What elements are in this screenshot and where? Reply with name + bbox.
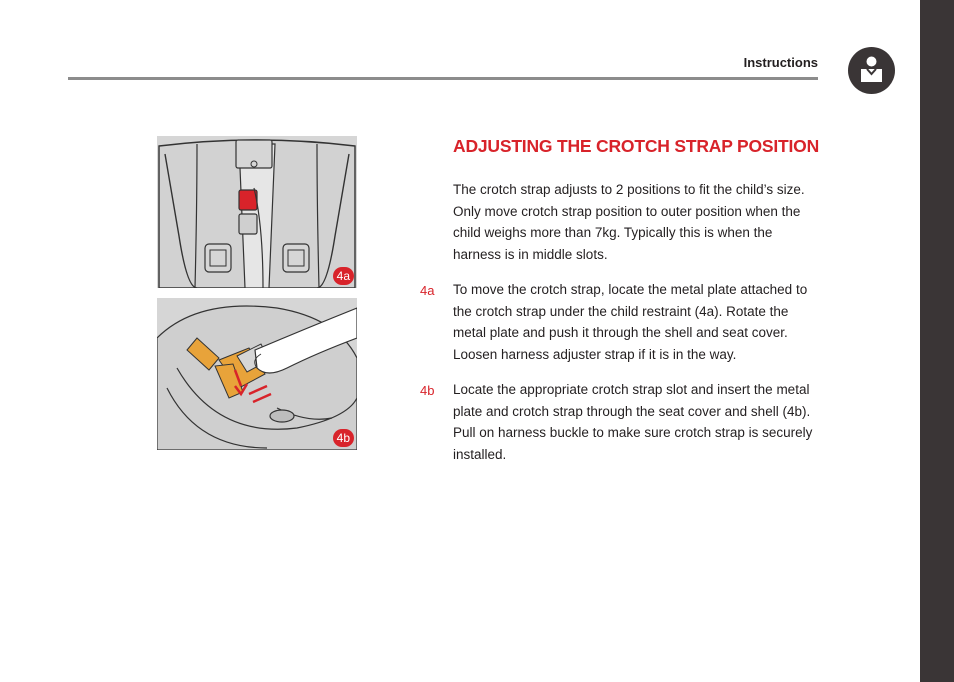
- figure-label-4a: 4a: [333, 267, 354, 285]
- page-edge-bar: [920, 0, 954, 682]
- child-seat-icon: [848, 47, 895, 94]
- figure-label-4b: 4b: [333, 429, 354, 447]
- figure-4a: [157, 136, 357, 288]
- section-label: Instructions: [743, 55, 818, 70]
- step-tag-4a: 4a: [420, 283, 435, 298]
- header-divider: [68, 77, 818, 80]
- intro-paragraph: The crotch strap adjusts to 2 positions to fit the child’s size. Only move crotch strap position to outer position when the child weighs more than 7kg. Typically this is when the harness is in middle slots.: [453, 182, 805, 262]
- crotch-strap-rear-illustration: [157, 136, 357, 288]
- crotch-strap-insert-illustration: [157, 298, 357, 450]
- step-text-4a: To move the crotch strap, locate the metal plate attached to the crotch strap under the child restraint (4a). Rotate the metal plate and push it through the shell and seat cover. Loosen harness adjuster strap if it is in the way.: [453, 282, 808, 362]
- step-text-4b: Locate the appropriate crotch strap slot and insert the metal plate and crotch strap through the seat cover and shell (4b). Pull on harness buckle to make sure crotch strap is securely installed.: [453, 382, 813, 462]
- figure-4b: [157, 298, 357, 450]
- section-title: ADJUSTING THE CROTCH STRAP POSITION: [453, 136, 820, 156]
- step-tag-4b: 4b: [420, 383, 435, 398]
